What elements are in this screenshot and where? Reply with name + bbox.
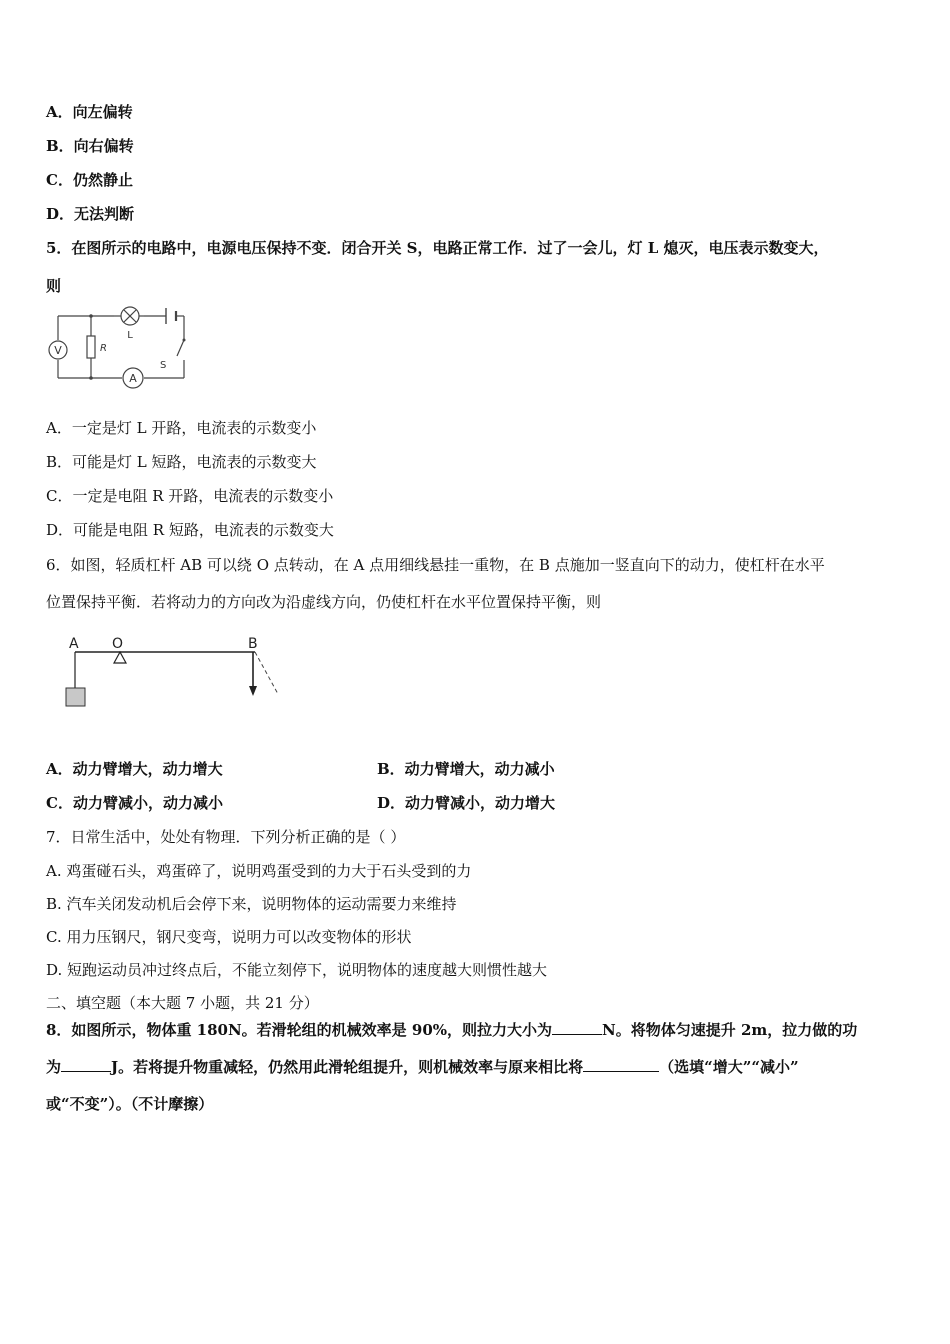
switch-label: S (160, 360, 167, 371)
q4-option-a: A．向左偏转 (46, 103, 133, 121)
q8-blank-efficiency[interactable] (583, 1057, 659, 1072)
q8-blank-force[interactable] (552, 1020, 602, 1035)
q4-option-b: B．向右偏转 (46, 137, 134, 155)
lever-diagram (60, 628, 292, 714)
q6-stem-line1: 6．如图，轻质杠杆 AB 可以绕 O 点转动，在 A 点用细线悬挂一重物，在 B 点施加一竖直向下的动力，使杠杆在水平 (46, 556, 825, 574)
q5-option-b: B．可能是灯 L 短路，电流表的示数变大 (46, 453, 317, 471)
point-a-label: A (69, 636, 79, 652)
circuit-diagram (44, 306, 190, 392)
q6-stem-line2: 位置保持平衡．若将动力的方向改为沿虚线方向，仍使杠杆在水平位置保持平衡，则 (46, 593, 602, 611)
q5-option-a: A．一定是灯 L 开路，电流表的示数变小 (46, 419, 317, 437)
q7-option-b: B. 汽车关闭发动机后会停下来，说明物体的运动需要力来维持 (46, 895, 457, 913)
q6-option-b: B．动力臂增大，动力减小 (377, 760, 555, 778)
q8-line2-c: （选填“增大”“减小” (659, 1058, 799, 1076)
q8-line1-a: 8．如图所示，物体重 180N。若滑轮组的机械效率是 90%，则拉力大小为 (46, 1021, 553, 1039)
q8-blank-work[interactable] (61, 1057, 111, 1072)
q6-option-c: C．动力臂减小，动力减小 (46, 794, 223, 812)
q5-option-d: D．可能是电阻 R 短路，电流表的示数变大 (46, 521, 334, 539)
q8-line3: 或“不变”）。（不计摩擦） (46, 1095, 214, 1113)
q5-stem-line1: 5．在图所示的电路中，电源电压保持不变．闭合开关 S，电路正常工作．过了一会儿，灯 L 熄灭，电压表示数变大， (46, 239, 829, 257)
q8-line1-b: N。将物体匀速提升 2m，拉力做的功 (602, 1021, 858, 1039)
q5-stem-line2: 则 (46, 277, 62, 295)
point-o-label: O (112, 636, 124, 652)
q8-line2-a: 为 (46, 1058, 62, 1076)
q4-option-d: D．无法判断 (46, 205, 135, 223)
q7-option-c: C. 用力压钢尺，钢尺变弯，说明力可以改变物体的形状 (46, 928, 412, 946)
ammeter-label: A (129, 372, 137, 385)
voltmeter-label: V (54, 344, 62, 357)
q8-line2-b: J。若将提升物重减轻，仍然用此滑轮组提升，则机械效率与原来相比将 (111, 1058, 584, 1076)
q4-option-c: C．仍然静止 (46, 171, 133, 189)
q8-line1 (46, 1020, 857, 1040)
q7-option-d: D. 短跑运动员冲过终点后，不能立刻停下，说明物体的速度越大则惯性越大 (46, 961, 548, 979)
section-heading: 二、填空题（本大题 7 小题，共 21 分） (46, 994, 319, 1012)
q6-option-a: A．动力臂增大，动力增大 (46, 760, 223, 778)
point-b-label: B (248, 636, 258, 652)
lamp-label: L (127, 330, 133, 341)
resistor-label: R (100, 343, 107, 354)
q5-option-c: C．一定是电阻 R 开路，电流表的示数变小 (46, 487, 334, 505)
q7-stem: 7．日常生活中，处处有物理．下列分析正确的是（ ） (46, 828, 406, 846)
q8-line2 (46, 1057, 799, 1077)
q7-option-a: A. 鸡蛋碰石头，鸡蛋碎了，说明鸡蛋受到的力大于石头受到的力 (46, 862, 472, 880)
q6-option-d: D．动力臂减小，动力增大 (377, 794, 556, 812)
